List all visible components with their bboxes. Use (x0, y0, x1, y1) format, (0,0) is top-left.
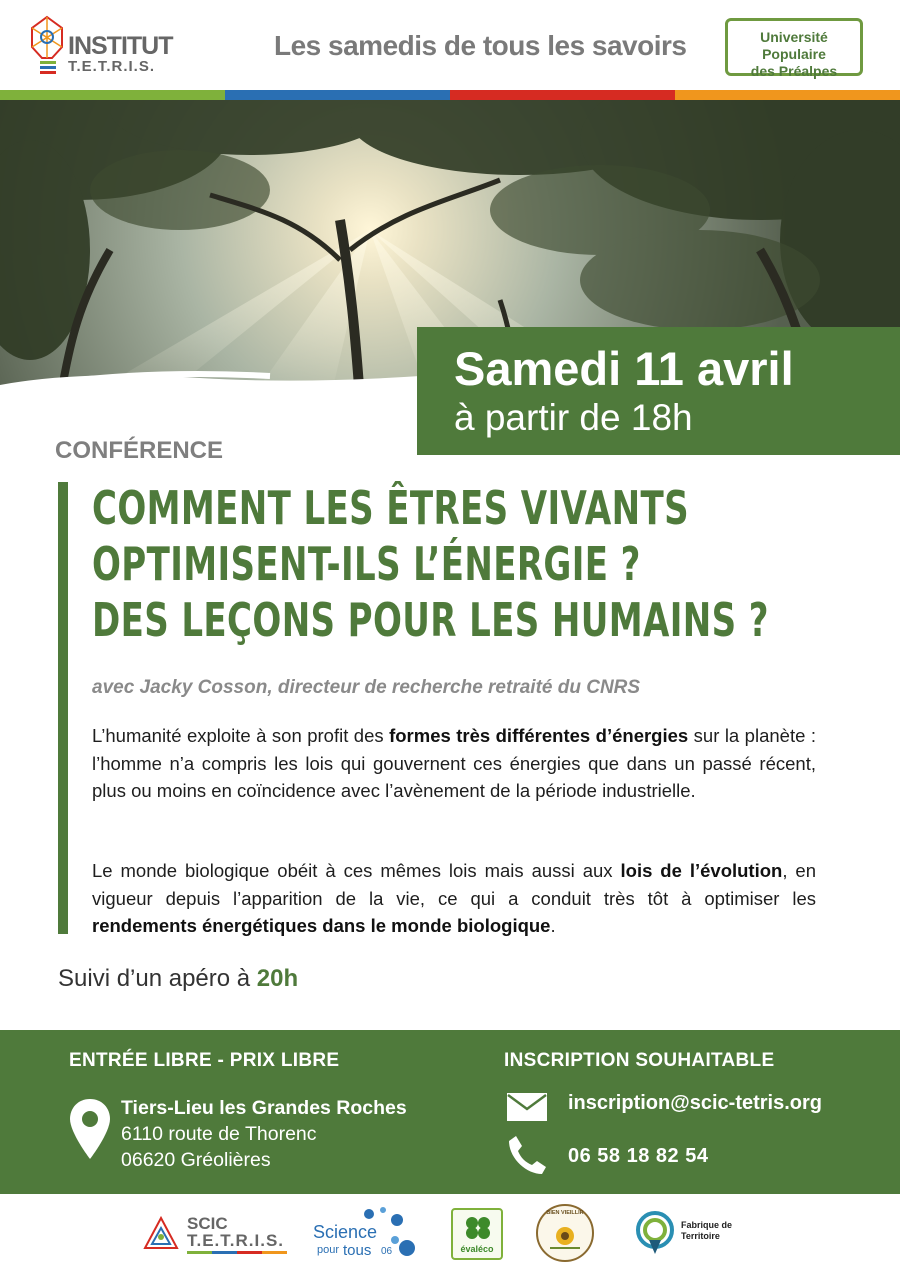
title-line-1: COMMENT LES ÊTRES VIVANTS (92, 481, 689, 535)
p2-text-a: Le monde biologique obéit à ces mêmes lois mais aussi aux (92, 860, 621, 881)
science-pour-tous-logo (313, 1206, 418, 1262)
title-line-3: DES LEÇONS POUR LES HUMAINS ? (92, 593, 769, 647)
scic-tetris-label: T.E.T.R.I.S. (187, 1231, 285, 1250)
description-paragraph-1 (92, 722, 816, 805)
venue-name: Tiers-Lieu les Grandes Roches (121, 1097, 407, 1119)
universite-populaire-logo (725, 18, 863, 79)
scic-triangle-icon (143, 1216, 179, 1252)
evaleco-label: évaléco (460, 1244, 494, 1254)
logo-text-tetris: T.E.T.R.I.S. (68, 58, 156, 75)
fabrique-label-1: Fabrique de (681, 1220, 733, 1230)
partner-logos (0, 1194, 900, 1273)
apero-time: 20h (256, 965, 299, 992)
institut-tetris-logo (28, 14, 173, 78)
scic-label: SCIC (187, 1214, 228, 1233)
p2-text-bold-2: rendements énergétiques dans le monde biologique (92, 915, 551, 936)
date-box (417, 327, 900, 455)
venue-address (121, 1095, 407, 1173)
header (0, 0, 900, 90)
title-line-2: OPTIMISENT-ILS L’ÉNERGIE ? (92, 537, 641, 591)
contact-phone[interactable]: 06 58 18 82 54 (568, 1145, 709, 1167)
p2-text-c: , en vigueur depuis l’apparition de la vie, ce qui a conduit très tôt à optimiser les (92, 860, 816, 909)
entry-heading: ENTRÉE LIBRE - PRIX LIBRE (69, 1050, 340, 1071)
category-label: CONFÉRENCE (55, 437, 224, 464)
event-date: Samedi 11 avril (454, 342, 794, 395)
tetris-bulb-icon (28, 14, 66, 74)
evaleco-logo (451, 1208, 503, 1260)
sunflower-icon (548, 1224, 582, 1250)
stripe-blue (225, 90, 450, 100)
venue-street: 6110 route de Thorenc (121, 1123, 317, 1145)
event-time: à partir de 18h (454, 397, 693, 438)
upp-line1: Université Populaire (760, 29, 828, 62)
bien-vieillir-logo (536, 1204, 594, 1262)
stripe-orange (675, 90, 900, 100)
venue-city: 06620 Gréolières (121, 1149, 271, 1171)
pour-label: pour (317, 1244, 340, 1256)
p1-text-bold: formes très différentes d’énergies (389, 725, 689, 746)
fabrique-territoire-logo (635, 1210, 735, 1258)
envelope-icon (506, 1092, 548, 1122)
accent-vertical-bar (58, 482, 68, 934)
event-title (92, 480, 769, 648)
p1-text-c: sur la planète : l’homme n’a compris les lois qui gouvernent ces énergies que dans un passé récent, plus ou moins en coïncidence avec l’avènement de la période industrielle. (92, 725, 816, 801)
fabrique-label-2: Territoire (681, 1231, 720, 1241)
p2-text-e: . (550, 915, 556, 936)
apero-text: Suivi d’un apéro à (58, 965, 257, 992)
speaker-line: avec Jacky Cosson, directeur de recherche retraité du CNRS (92, 677, 641, 698)
scic-stripe (187, 1251, 287, 1254)
scic-tetris-logo (143, 1214, 288, 1256)
footer-info-band (0, 1030, 900, 1194)
upp-line2: des Préalpes (750, 63, 838, 79)
inscription-heading: INSCRIPTION SOUHAITABLE (504, 1050, 775, 1071)
tous-label: tous (343, 1242, 372, 1259)
logo-text-institut: INSTITUT (68, 32, 173, 60)
location-pin-icon (68, 1097, 112, 1161)
apero-line (58, 965, 298, 993)
stripe-green (0, 90, 225, 100)
fabrique-rings-icon (635, 1210, 675, 1256)
phone-icon (506, 1134, 548, 1176)
bien-vieillir-label: BIEN VIEILLIR (546, 1210, 584, 1216)
clover-icon (460, 1213, 496, 1243)
description-paragraph-2 (92, 857, 816, 940)
science-06-label: 06 (381, 1246, 393, 1257)
stripe-red (450, 90, 675, 100)
series-tagline: Les samedis de tous les savoirs (274, 30, 687, 61)
science-label: Science (313, 1222, 378, 1242)
contact-email[interactable]: inscription@scic-tetris.org (568, 1092, 822, 1114)
color-stripe-bar (0, 90, 900, 100)
p1-text-a: L’humanité exploite à son profit des (92, 725, 390, 746)
p2-text-bold-1: lois de l’évolution (620, 860, 783, 881)
